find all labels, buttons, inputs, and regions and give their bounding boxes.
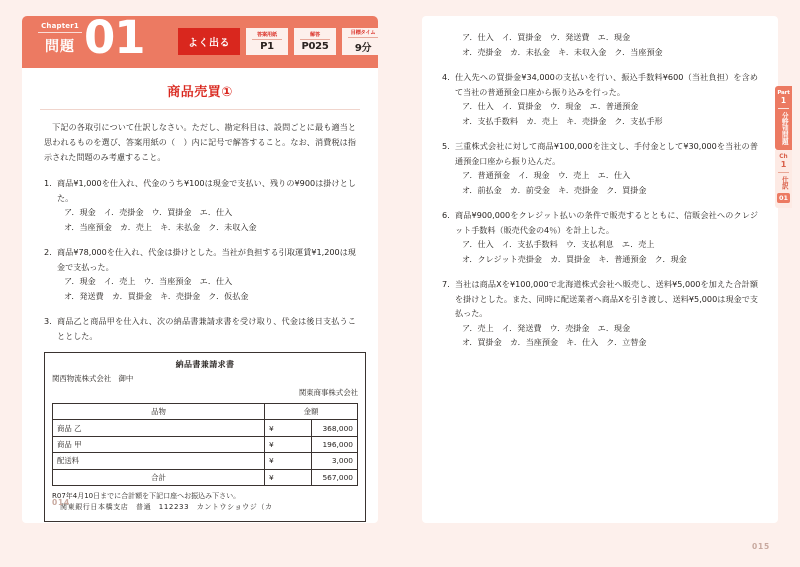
question-3-number: 3. xyxy=(44,316,52,326)
question-2-text: 商品¥78,000を仕入れ、代金は掛けとした。当社が負担する引取運賃¥1,200は現金で支払った。 xyxy=(57,247,356,272)
invoice-title: 納品書兼請求書 xyxy=(175,360,235,369)
answer-sheet-value: P1 xyxy=(260,41,274,52)
right-body xyxy=(422,16,778,350)
side-tab-part-section[interactable] xyxy=(775,86,792,150)
question-1-head xyxy=(44,176,356,205)
question-6 xyxy=(442,208,758,266)
invoice-total-yen: ¥ xyxy=(265,469,312,485)
instructions-text xyxy=(44,120,356,165)
instructions-span: 下記の各取引について仕訳しなさい。ただし、勘定科目は、設問ごとに最も適当と思われるものを選び、答案用紙の（ ）内に記号で解答すること。なお、消費税は指示された問題のみ考慮すること。 xyxy=(44,122,356,162)
invoice-col-item: 品物 xyxy=(53,404,265,420)
table-row xyxy=(53,436,358,452)
question-5-head xyxy=(442,139,758,168)
solution-caption: 解答 xyxy=(300,31,330,40)
right-page xyxy=(400,0,800,567)
solution-value: P025 xyxy=(301,41,329,52)
side-tab-part-label: Part xyxy=(777,90,790,96)
side-tab-chapter-name: 仕訳 xyxy=(780,176,789,190)
question-3-options-row2: オ．売掛金 カ．未払金 キ．未収入金 ク．当座預金 xyxy=(462,46,663,57)
invoice-document xyxy=(44,352,366,522)
page-number-right: 015 xyxy=(751,542,770,551)
invoice-header-row xyxy=(53,404,358,420)
question-4 xyxy=(442,70,758,128)
side-tab-divider-upper xyxy=(778,108,789,109)
question-1-options-row1: ア．現金 イ．売掛金 ウ．買掛金 エ．仕入 xyxy=(64,207,233,217)
question-7 xyxy=(442,277,758,350)
side-tab-chapter-label: Ch xyxy=(779,154,788,160)
question-3-options-row1: ア．仕入 イ．買掛金 ウ．発送費 エ．現金 xyxy=(462,32,631,42)
question-3-options xyxy=(442,30,758,59)
problem-word-label: 問題 xyxy=(45,39,75,55)
question-6-number: 6. xyxy=(442,210,450,220)
invoice-row-2-item: 商品 甲 xyxy=(53,436,265,452)
question-6-head xyxy=(442,208,758,237)
question-6-options-row2: オ．クレジット売掛金 カ．買掛金 キ．普通預金 ク．現金 xyxy=(462,253,687,264)
question-6-options-row1: ア．仕入 イ．支払手数料 ウ．支払利息 エ．売上 xyxy=(462,239,655,249)
invoice-row-3-amount: 3,000 xyxy=(311,453,358,469)
page-number-left: 014 xyxy=(52,498,71,507)
invoice-row-3-yen: ¥ xyxy=(265,453,312,469)
question-2-number: 2. xyxy=(44,247,52,257)
invoice-table xyxy=(52,403,358,486)
question-4-text: 仕入先への買掛金¥34,000の支払いを行い、振込手数料¥600（当社負担）を含めて当社の普通預金口座から振り込みを行った。 xyxy=(455,72,758,97)
question-3-head xyxy=(44,314,356,343)
question-4-number: 4. xyxy=(442,72,450,82)
question-5 xyxy=(442,139,758,197)
question-5-options-row1: ア．普通預金 イ．現金 ウ．売上 エ．仕入 xyxy=(462,170,631,180)
question-1-number: 1. xyxy=(44,178,52,188)
badge-row xyxy=(178,28,384,55)
invoice-row-3-item: 配送料 xyxy=(53,453,265,469)
invoice-total-row xyxy=(53,469,358,485)
question-7-text: 当社は商品Xを¥100,000で北海道株式会社へ販売し、送料¥5,000を加えた合計額を掛けとした。また、同時に配送業者へ商品Xを引き渡し、送料¥5,000は現金で支払った。 xyxy=(455,279,758,318)
side-tab-problem-badge: 01 xyxy=(778,194,789,203)
target-time-value: 9分 xyxy=(354,43,372,54)
question-6-text: 商品¥900,000をクレジット払いの条件で販売するとともに、信販会社へのクレジット手数料（販売代金の4％）を計上した。 xyxy=(455,210,758,235)
solution-badge xyxy=(294,28,336,55)
question-1-text: 商品¥1,000を仕入れ、代金のうち¥100は現金で支払い、残りの¥900は掛けとした。 xyxy=(57,178,356,203)
invoice-row-1-amount: 368,000 xyxy=(311,420,358,436)
question-3-text: 商品乙と商品甲を仕入れ、次の納品書兼請求書を受け取り、代金は後日支払うこととした。 xyxy=(57,316,356,341)
invoice-issuer: 関東商事株式会社 xyxy=(298,388,358,397)
question-7-options-row2: オ．買掛金 カ．当座預金 キ．仕入 ク．立替金 xyxy=(462,337,647,347)
question-2-head xyxy=(44,245,356,274)
invoice-recipient: 関西物流株式会社 御中 xyxy=(52,374,134,383)
question-2 xyxy=(44,245,356,303)
question-7-number: 7. xyxy=(442,279,450,289)
side-tab-chapter-number: 1 xyxy=(780,160,787,169)
question-1-options-row2: オ．当座預金 カ．売上 キ．未払金 ク．未収入金 xyxy=(64,221,257,232)
question-4-options-row1: ア．仕入 イ．買掛金 ウ．現金 エ．普通預金 xyxy=(462,101,639,111)
invoice-total-label: 合計 xyxy=(53,469,265,485)
chapter-label: Chapter1 xyxy=(38,22,82,33)
invoice-row-2-amount: 196,000 xyxy=(311,436,358,452)
section-title: 商品売買① xyxy=(167,85,233,100)
invoice-bank-line: 関東銀行日本橋支店 普通 112233 カントウショウジ（カ xyxy=(60,503,273,512)
answer-sheet-badge xyxy=(246,28,288,55)
invoice-col-amount: 金額 xyxy=(265,404,358,420)
target-time-badge xyxy=(342,28,384,55)
invoice-note-text: R07年4月10日までに合計額を下記口座へお振込み下さい。 xyxy=(52,491,241,500)
table-row xyxy=(53,420,358,436)
invoice-row-1-item: 商品 乙 xyxy=(53,420,265,436)
invoice-note xyxy=(52,491,358,514)
side-tab-part-number: 1 xyxy=(780,96,787,105)
left-body xyxy=(22,120,378,343)
side-tab-chapter-section[interactable] xyxy=(775,150,792,208)
invoice-row-1-yen: ¥ xyxy=(265,420,312,436)
invoice-row-2-yen: ¥ xyxy=(265,436,312,452)
side-tab-divider-lower xyxy=(778,172,789,173)
question-5-number: 5. xyxy=(442,141,450,151)
question-3 xyxy=(44,314,356,343)
question-7-head xyxy=(442,277,758,321)
question-2-options-row2: オ．発送費 カ．買掛金 キ．売掛金 ク．仮払金 xyxy=(64,290,249,301)
title-divider xyxy=(40,109,360,110)
question-7-options-row1: ア．売上 イ．発送費 ウ．売掛金 エ．現金 xyxy=(462,322,631,333)
question-5-options-row2: オ．前払金 カ．前受金 キ．売掛金 ク．買掛金 xyxy=(462,184,647,195)
question-5-text: 三重株式会社に対して商品¥100,000を注文し、手付金として¥30,000を当社の普通預金口座から振り込んだ。 xyxy=(455,141,758,166)
question-1 xyxy=(44,176,356,234)
answer-sheet-caption: 答案用紙 xyxy=(252,31,282,40)
side-index-tab[interactable] xyxy=(775,86,792,208)
invoice-total-amount: 567,000 xyxy=(311,469,358,485)
question-4-head xyxy=(442,70,758,99)
chapter-block xyxy=(38,22,82,56)
side-tab-part-name: 分野別問題 xyxy=(780,112,789,145)
target-time-caption: 目標タイム xyxy=(348,29,378,38)
left-content-panel xyxy=(22,68,378,523)
problem-number: 01 xyxy=(84,11,145,64)
right-content-panel xyxy=(422,16,778,523)
question-4-options-row2: オ．支払手数料 カ．売上 キ．売掛金 ク．支払手形 xyxy=(462,115,663,126)
frequently-asked-badge: よく出る xyxy=(178,28,240,55)
question-2-options-row1: ア．現金 イ．売上 ウ．当座預金 エ．仕入 xyxy=(64,276,233,286)
table-row xyxy=(53,453,358,469)
